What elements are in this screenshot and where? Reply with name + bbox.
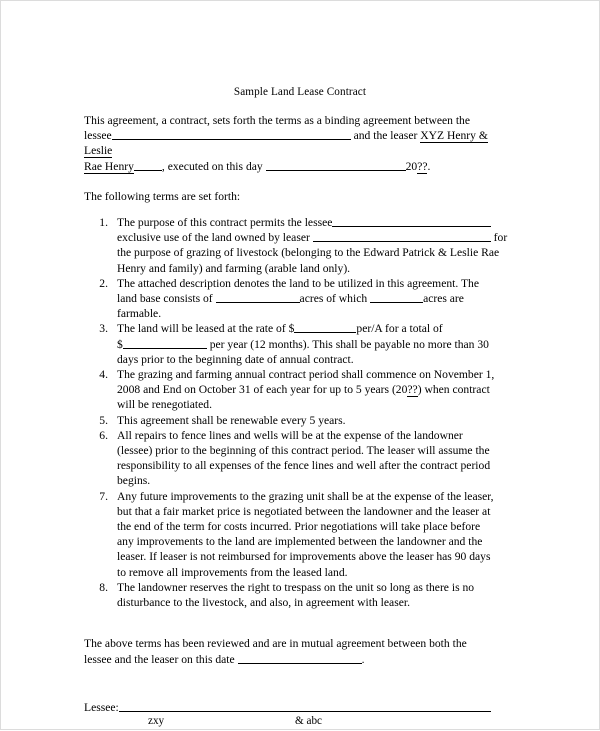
term-number-1: 1.: [99, 216, 108, 230]
closing-paragraph: [84, 636, 516, 666]
year-prefix: 20: [405, 159, 418, 173]
term-3-text-c: $: [117, 337, 123, 351]
signature-name-left: zxy: [148, 714, 165, 727]
term-7-text-b: but that a fair market price is negotiated between the landowner and the leaser at: [117, 504, 491, 518]
closing-line2: lessee and the leaser on this date: [84, 652, 235, 666]
leaser-name-trailing-blank[interactable]: [134, 159, 162, 171]
term-number-6: 6.: [99, 428, 108, 442]
term-7-text-c: the end of the term for costs incurred. Prior negotiations will take place before: [117, 520, 481, 534]
term-number-3: 3.: [99, 322, 108, 336]
term-item-5: [84, 413, 516, 428]
closing-line2-end: .: [361, 652, 365, 666]
term-7-text-a: Any future improvements to the grazing unit shall be at the expense of the leaser,: [117, 489, 494, 503]
term-body-2: [117, 277, 479, 320]
term-2-text-c: acres of which: [299, 292, 368, 306]
term-3-text-e: days prior to the beginning date of annual contract.: [117, 352, 354, 366]
term-body-6: [117, 429, 490, 488]
term-number-7: 7.: [99, 489, 108, 503]
term-body-3: [117, 322, 489, 365]
document-title: Sample Land Lease Contract: [233, 86, 367, 98]
term-3-rate-blank[interactable]: [294, 321, 356, 333]
term-item-6: [84, 428, 516, 489]
terms-list: [84, 215, 516, 610]
term-8-text-a: The landowner reserves the right to trespass on the unit so long as there is no: [117, 580, 475, 594]
term-7-text-e: leaser. If leaser is not reimbursed for improvements above the leaser has 90 days: [117, 550, 491, 564]
term-7-text-d: any improvements to the land are implemented between the landowner and the: [117, 535, 483, 549]
term-2-acres-farmable-blank[interactable]: [370, 291, 423, 303]
lessee-signature-row: [84, 700, 516, 715]
signature-names-row: [84, 715, 516, 731]
term-item-8: [84, 580, 516, 610]
term-item-3: [84, 321, 516, 367]
executed-label: , executed on this day: [161, 159, 263, 173]
signature-name-right: & abc: [295, 714, 323, 727]
term-4-year-blank: ??: [407, 383, 418, 397]
closing-line1: The above terms has been reviewed and are in mutual agreement between both the: [84, 637, 467, 651]
term-body-7: [117, 490, 494, 579]
lessee-signature-blank-field[interactable]: [119, 700, 491, 712]
term-6-text-a: All repairs to fence lines and wells will be at the expense of the landowner: [117, 428, 463, 442]
term-2-text-a: The attached description denotes the land to be utilized in this agreement. The: [117, 276, 479, 290]
intro-paragraph: [84, 113, 516, 174]
term-6-text-c: responsibility to all expenses of the fence lines and well after the contract period: [117, 459, 491, 473]
lessee-signature-label: Lessee:: [84, 700, 119, 714]
term-1-text-c: for: [493, 231, 508, 245]
term-number-4: 4.: [99, 368, 108, 382]
term-6-text-d: begins.: [117, 474, 151, 488]
term-2-acres-total-blank[interactable]: [216, 291, 300, 303]
lessee-label: lessee: [84, 129, 112, 143]
term-4-text-e: will be renegotiated.: [117, 398, 212, 412]
term-7-text-f: to remove all improvements from the leased land.: [117, 565, 348, 579]
year-suffix: .: [427, 159, 431, 173]
term-1-lessee-blank[interactable]: [332, 215, 491, 227]
term-2-text-b: land base consists of: [117, 292, 213, 306]
term-body-5: This agreement shall be renewable every 5 years.: [117, 413, 346, 427]
term-1-text-d: the purpose of grazing of livestock (belonging to the Edward Patrick & Leslie Rae: [117, 246, 500, 260]
term-number-2: 2.: [99, 276, 108, 290]
term-1-leaser-blank[interactable]: [313, 230, 491, 242]
and-leaser-label: and the leaser: [353, 129, 418, 143]
term-3-total-blank[interactable]: [123, 337, 207, 349]
term-4-text-b: 2008 and End on October 31 of each year for up to 5 years (20: [117, 383, 408, 397]
term-1-text-b: exclusive use of the land owned by leaser: [117, 231, 310, 245]
term-4-text-d: ) when contract: [417, 383, 490, 397]
term-1-text-a: The purpose of this contract permits the lessee: [117, 216, 333, 230]
term-number-8: 8.: [99, 580, 108, 594]
terms-heading: The following terms are set forth:: [84, 189, 241, 203]
term-2-text-e: farmable.: [117, 307, 162, 321]
term-3-text-a: The land will be leased at the rate of $: [117, 322, 295, 336]
lessee-blank-field[interactable]: [112, 128, 351, 140]
closing-date-blank-field[interactable]: [238, 652, 362, 664]
term-item-4: [84, 367, 516, 413]
leaser-name-line2: Rae Henry: [84, 159, 134, 173]
term-4-text-a: The grazing and farming annual contract period shall commence on November 1,: [117, 368, 495, 382]
term-3-text-d: per year (12 months). This shall be payable no more than 30: [209, 337, 489, 351]
term-6-text-b: (lessee) prior to the beginning of this contract period. The leaser will assume the: [117, 444, 490, 458]
term-1-text-e: Henry and family) and farming (arable land only).: [117, 261, 351, 275]
intro-line1: This agreement, a contract, sets forth the terms as a binding agreement between the: [84, 114, 470, 127]
term-body-1: [117, 216, 507, 275]
year-blank: ??: [417, 159, 428, 173]
term-item-7: [84, 489, 516, 580]
term-2-text-d: acres are: [423, 292, 464, 306]
term-item-2: [84, 276, 516, 322]
document-content: [84, 85, 516, 731]
leaser-name-line1: XYZ Henry & Leslie: [84, 129, 488, 158]
execution-date-blank-field[interactable]: [266, 159, 406, 171]
term-body-8: [117, 581, 474, 609]
term-item-1: [84, 215, 516, 276]
term-3-text-b: per/A for a total of: [356, 322, 443, 336]
term-8-text-b: disturbance to the livestock, and also, in agreement with leaser.: [117, 596, 410, 610]
term-body-4: [117, 368, 494, 411]
term-number-5: 5.: [99, 413, 108, 427]
